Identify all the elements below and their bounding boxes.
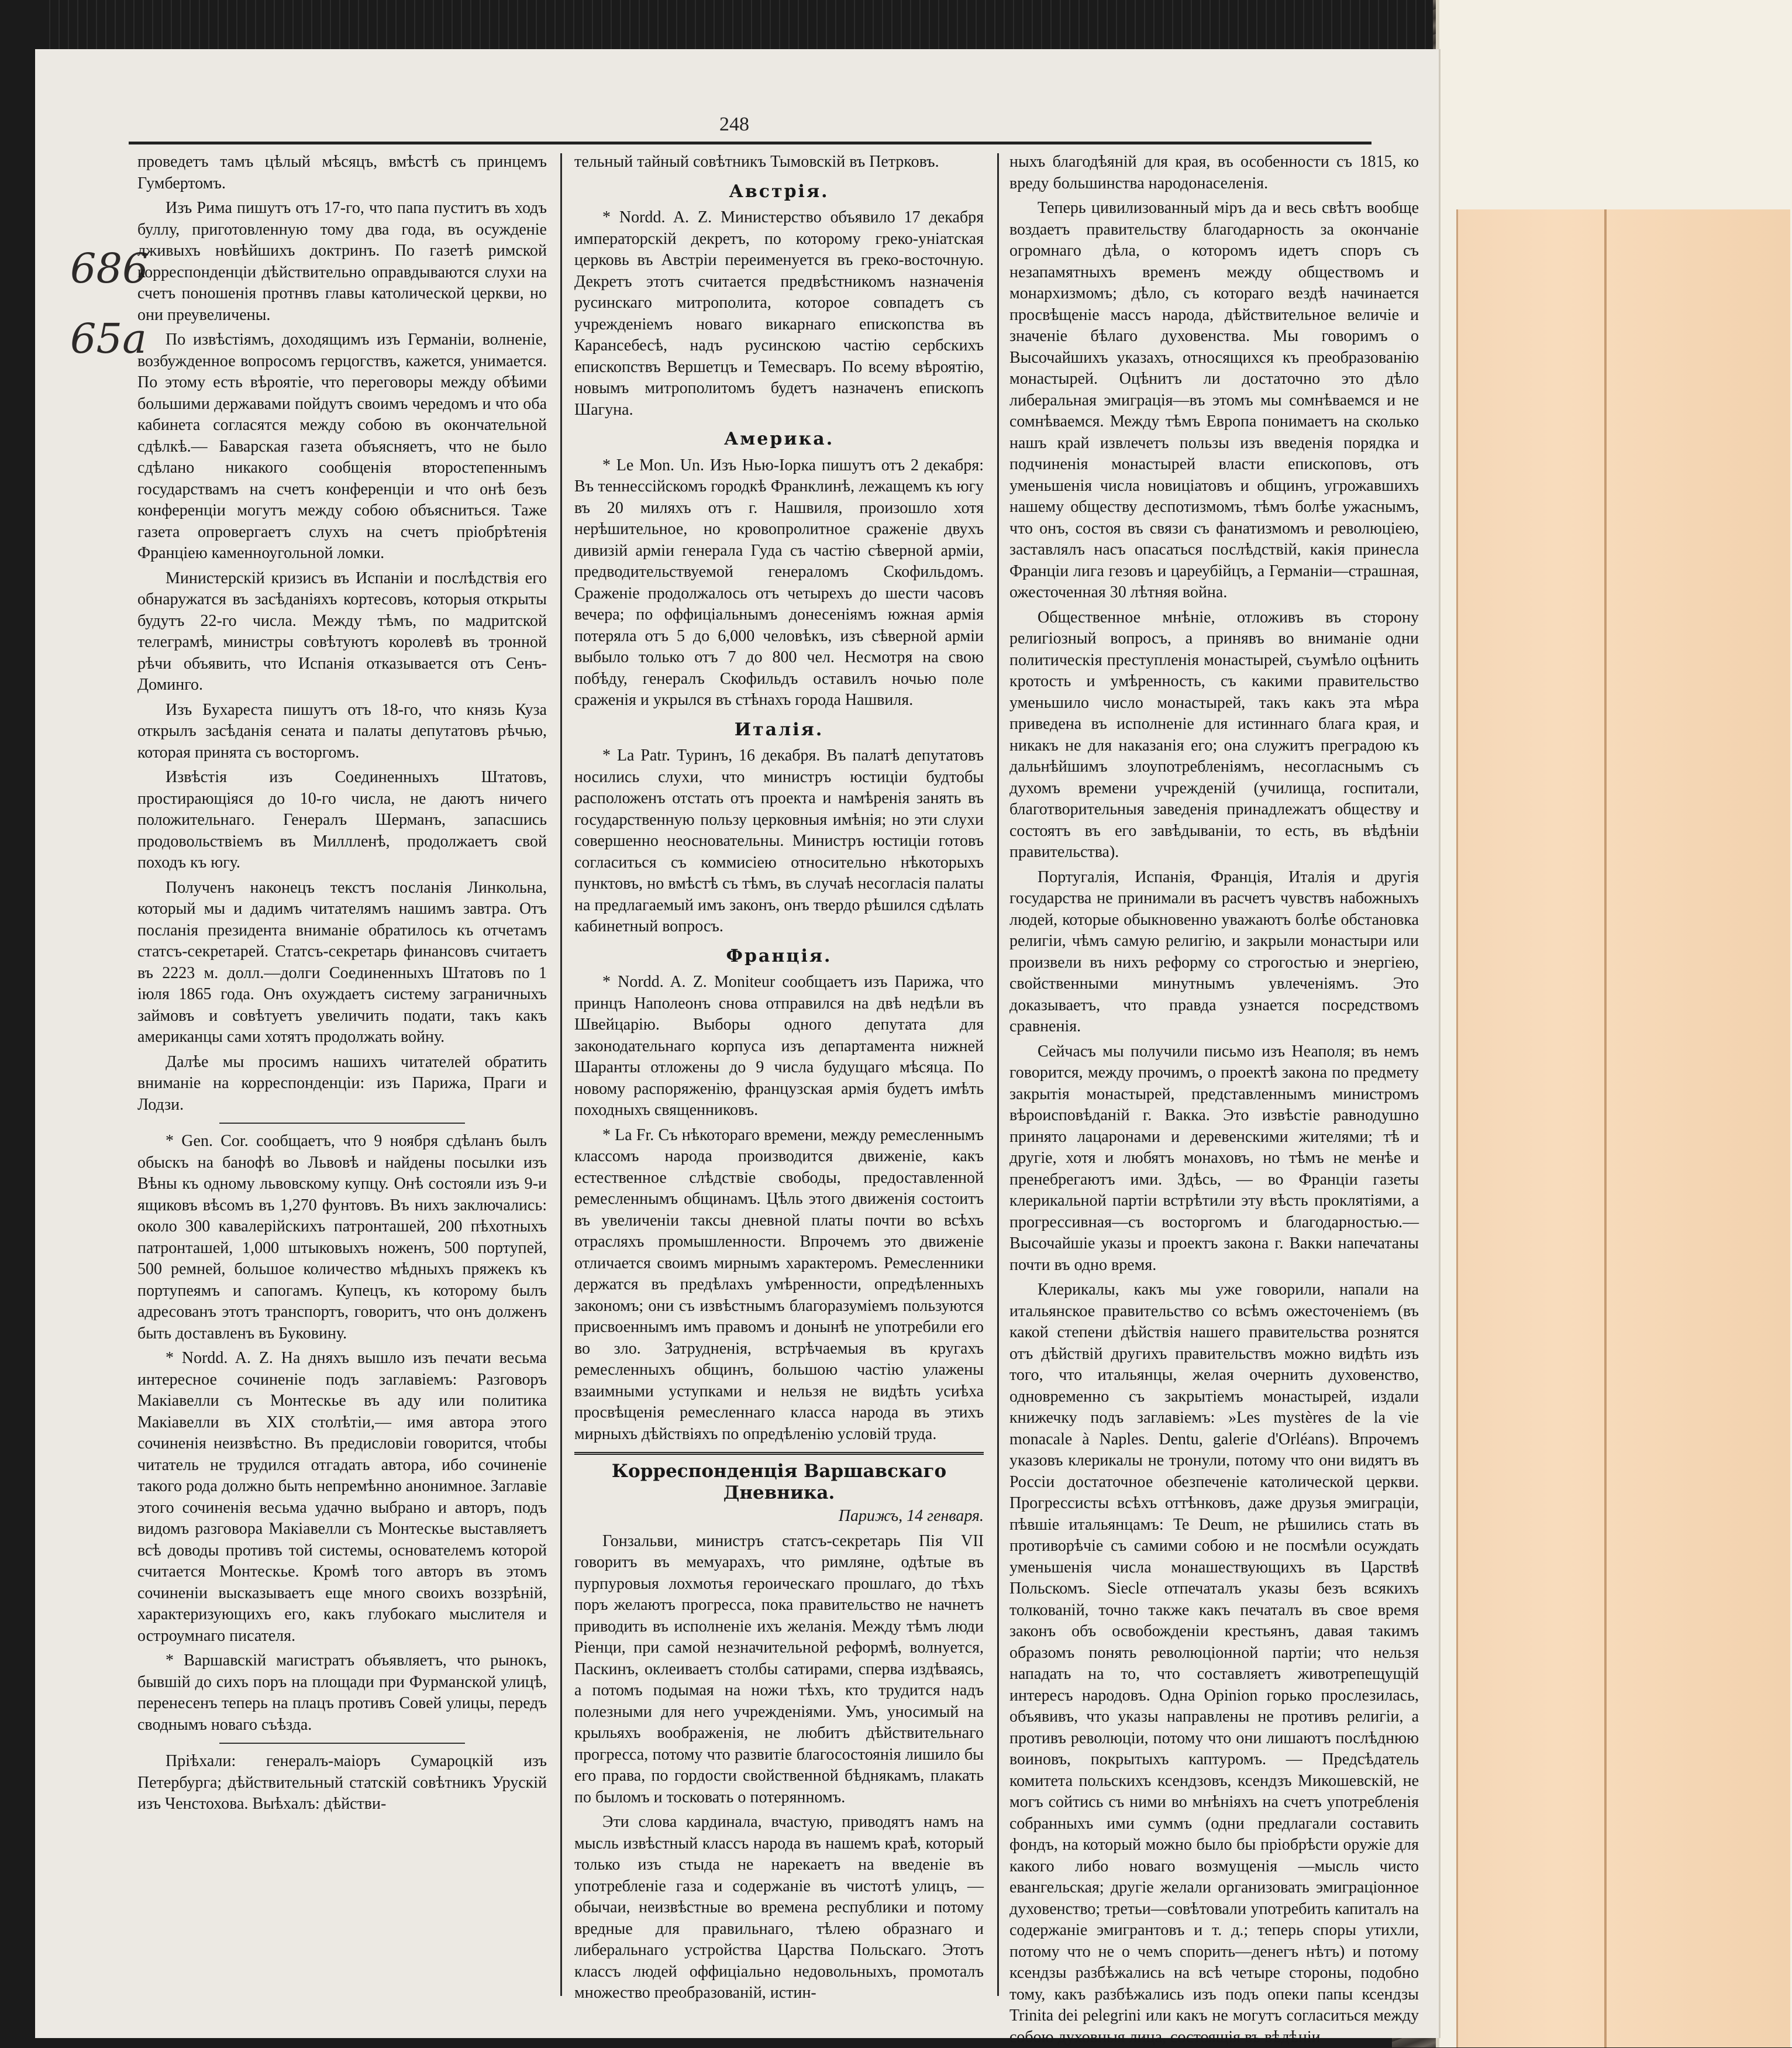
dateline: Парижъ, 14 генваря.: [838, 1507, 984, 1525]
article-paragraph: * La Fr. Съ нѣкотораго времени, между ремесленнымъ классомъ народа производится движеніе, какъ естественное слѣдствіе свободы, предоставленной ремесленнымъ общинамъ. Цѣль этого движенія состоитъ въ увеличеніи таксы дневной платы почти во всѣхъ отрасляхъ промышленности. Впрочемъ это движеніе отличается своимъ мирнымъ характеромъ. Ремесленники держатся въ предѣлахъ умѣренности, опредѣленныхъ закономъ; они съ извѣстнымъ благоразуміемъ пользуются присвоеннымъ имъ правомъ и донынѣ не употребили его во зло. Затрудненія, встрѣчаемыя въ кругахъ ремесленныхъ общинъ, большою частію улажены взаимными уступками и нельзя не видѣть усиѣха просвѣщенія ремесленнаго класса народа въ этихъ мирныхъ дѣйствіяхъ по опредѣленію условій труда.: [574, 1125, 984, 1443]
article-paragraph: Пріѣхали: генералъ-маіоръ Сумароцкій изъ Петербурга; дѣйствительный статскій совѣтникъ Урускій изъ Ченстохова. Выѣхалъ: дѣйстви-: [137, 1752, 547, 1813]
article-paragraph: Теперь цивилизованный міръ да и весь свѣтъ вообще воздаетъ правительству благодарность за окончаніе огромнаго дѣла, о которомъ идетъ споръ съ незапамятныхъ временъ между обществомъ и монархизмомъ; дѣло, съ котораго вездѣ начинается просвѣщеніе массъ народа, дѣйствительное величіе и значеніе бѣлаго духовенства. Мы говоримъ о Высочайшихъ указахъ, относящихся къ преобразованію монастырей. Оцѣнитъ ли достаточно это дѣло либеральная эмиграція—въ этомъ мы сомнѣваемся и не сомнѣваемся. Между тѣмъ Европа понимаетъ на сколько нашъ край извлечетъ пользы изъ введенія порядка и подчиненія монастырей власти епископовъ, отъ уменьшенія числа новиціатовъ и общинъ, угрожавшихъ нашему обществу деспотизмомъ, тѣмъ болѣе ужаснымъ, что онъ, состоя въ связи съ фанатизмомъ и революціею, заставлялъ насъ опасаться послѣдствій, какія принесла Франціи лига гезовъ и цареубійцъ, а Германіи—страшная, ожесточенная 30 лѣтняя война.: [1009, 199, 1419, 601]
column-3: [1009, 152, 1419, 2046]
article-paragraph: * Nordd. A. Z. На дняхъ вышло изъ печати весьма интересное сочиненіе подъ заглавіемъ: Разговоръ Макіавелли съ Монтескье въ аду или политика Макіавелли въ XIX столѣтіи,— имя автора этого сочиненія неизвѣстно. Въ предисловіи говорится, чтобы читатель не трудился отгадать автора, ибо сочиненіе такого рода должно быть непремѣнно анонимное. Заглавіе этого сочиненія весьма удачно выбрано и авторъ, подъ видомъ разговора Макіавелли съ Монтескье выставляетъ всѣ доводы противъ той системы, основателемъ которой считается Монтескье. Кромѣ того авторъ въ этомъ сочиненіи высказываетъ еще много своихъ воззрѣній, характеризующихъ его, какъ глубокаго мыслителя и остроумнаго писателя.: [137, 1349, 547, 1645]
section-rule: [219, 1743, 465, 1744]
article-paragraph: Гонзальви, министръ статсъ-секретарь Пія VII говоритъ въ мемуарахъ, что римляне, одѣтые въ пурпуровыя лохмотья героическаго прошлаго, до тѣхъ поръ желаютъ прогресса, пока правительство не начнетъ приводить въ исполненіе ихъ желанія. Между тѣмъ люди Ріенци, при самой незначительной реформѣ, волнуется, Паскинъ, оклеиваетъ столбы сатирами, сперва издѣваясь, а потомъ подымая на ножи тѣхъ, кто трудится надъ полезными для него учрежденіями. Умъ, уносимый на крыльяхъ воображенія, не любитъ дѣйствительнаго прогресса, потому что развитіе благосостоянія лишило бы его права, по гордости свойственной бѣднякамъ, плакать по быломъ и тосковать о потерянномъ.: [574, 1531, 984, 1806]
page-number: 248: [719, 113, 749, 135]
header-rule: [129, 142, 1371, 144]
correspondence-heading: Корреспонденція Варшавскаго Дневника.: [574, 1452, 984, 1503]
section-rule: [219, 1123, 465, 1124]
column-2: [574, 152, 984, 2023]
article-paragraph: * Le Mon. Un. Изъ Нью-Iорка пишутъ отъ 2 декабря: Въ теннессійскомъ городкѣ Франклинѣ, лежащемъ къ югу въ 20 миляхъ отъ г. Нашвиля, произошло хотя нерѣшительное, но кровопролитное сраженіе двухъ дивизій арміи генерала Гуда съ частію сѣверной арміи, предводительствуемой генераломъ Скофильдомъ. Сраженіе продолжалось отъ четырехъ до шести часовъ вечера; по оффиціальнымъ донесеніямъ южная армія потеряла отъ 5 до 6,000 человѣкъ, изъ сѣверной арміи выбыло только отъ 7 до 800 чел. Несмотря на свою побѣду, генералъ Скофильдъ оставилъ ночью поле сраженія и укрылся въ стѣнахъ города Нашвиля.: [574, 456, 984, 709]
article-paragraph: * Варшавскій магистратъ объявляетъ, что рынокъ, бывшій до сихъ поръ на площади при Фурманской улицѣ, перенесенъ теперь на плацъ противъ Совей улицы, передъ своднымъ новаго съѣзда.: [137, 1651, 547, 1734]
section-heading: Франція.: [726, 945, 832, 966]
article-paragraph: Сейчасъ мы получили письмо изъ Неаполя; въ немъ говорится, между прочимъ, о проектѣ закона по предмету закрытія монастырей, представленнымъ министромъ вѣроисповѣданій г. Вакка. Это извѣстіе равнодушно принято лацаронами и деревенскими жителями; тѣ и другіе, хотя и любятъ монаховъ, но тѣмъ не менѣе и пренебрегаютъ ими. Здѣсь, — во Франціи газеты клерикальной партіи встрѣтили эту вѣсть проклятіями, а прогрессивная—съ восторгомъ и благодарностью.—Высочайшіе указы и проектъ закона г. Вакки напечатаны почти въ одно время.: [1009, 1042, 1419, 1274]
article-paragraph: тельный тайный совѣтникъ Тымовскій въ Петрковъ.: [574, 153, 939, 171]
article-paragraph: Изъ Рима пишутъ отъ 17-го, что папа пуститъ въ ходъ буллу, приготовленную тому два года, въ осужденіе лживыхъ новѣйшихъ доктринъ. По газетѣ римской корреспонденціи дѣйствительно оправдываются слухи на счетъ поношенія протнвъ главы католической церкви, но они преувеличены.: [137, 199, 547, 324]
strip-fold: [1604, 209, 1607, 2047]
article-paragraph: * Nordd. A. Z. Министерство объявило 17 декабря императорскій декретъ, по которому греко-уніатская церковь въ Австріи переименуется въ греко-восточную. Декретъ этотъ считается предвѣстникомъ назначенія русинскаго митрополита, которое совпадетъ съ учрежденіемъ новаго викарнаго епископства въ Карансебесѣ, надъ русинскою частію сербскихъ епископствъ Вершетцъ и Темесваръ. По всему вѣроятію, новымъ митрополитомъ будетъ назначенъ епископъ Шагуна.: [574, 208, 984, 419]
article-paragraph: По извѣстіямъ, доходящимъ изъ Германіи, волненіе, возбужденное вопросомъ герцогствъ, кажется, унимается. По этому есть вѣроятіе, что переговоры между обѣими большими державами пойдутъ своимъ чередомъ и что оба кабинета согласятся между собою въ окончательной сдѣлкѣ.— Баварская газета объясняетъ, что не было сдѣлано никакого сообщенія второстепеннымъ государствамъ на счетъ конференціи и что онѣ безъ конференціи могутъ между собою объясниться. Таже газета опровергаетъ слухъ на счетъ пріобрѣтенія Франціею каменноугольной ломки.: [137, 331, 547, 562]
column-divider: [560, 153, 562, 1996]
section-heading: Италія.: [734, 719, 824, 740]
paper-strip: [1456, 209, 1790, 2047]
article-paragraph: Португалія, Испанія, Франція, Италія и другія государства не принимали въ расчетъ чувствъ набожныхъ людей, которые обыкновенно уважаютъ болѣе обстановка религіи, чѣмъ самую религію, и закрыли монастыри или произвели въ нихъ реформу со строгостью и энергіею, свойственными минутнымъ увлеченіямъ. Это доказываетъ, что правда узнается посредствомъ сравненія.: [1009, 868, 1419, 1035]
article-paragraph: * Gen. Cor. сообщаетъ, что 9 ноября сдѣланъ былъ обыскъ на банофѣ во Львовѣ и найдены посылки изъ Вѣны къ одному львовскому купцу. Онѣ состояли изъ 9-и ящиковъ вѣсомъ въ 1,270 фунтовъ. Въ нихъ заключались: около 300 кавалерійскихъ патронташей, 200 пѣхотныхъ патронташей, 1,000 штыковыхъ ноженъ, 500 портупей, 500 ремней, большое количество мѣдныхъ пряжекъ къ портупеямъ и сапогамъ. Купецъ, къ которому былъ адресованъ этотъ транспортъ, говоритъ, что онъ долженъ быть доставленъ въ Буковину.: [137, 1132, 547, 1343]
article-paragraph: Министерскій кризисъ въ Испаніи и послѣдствія его обнаружатся въ засѣданіяхъ кортесовъ, которыя открыты будутъ 22-го числа. Между тѣмъ, по мадритской телеграмѣ, министры совѣтуютъ королевѣ въ тронной рѣчи объявить, что Испанія отказывается отъ Сенъ-Доминго.: [137, 569, 547, 694]
article-paragraph: * Nordd. A. Z. Moniteur сообщаетъ изъ Парижа, что принцъ Наполеонъ снова отправился на двѣ недѣли въ Швейцарію. Выборы одного депутата для законодательнаго корпуса изъ департамента нижней Шаранты отложены до 9 числа будущаго мѣсяца. По новому распоряженію, французская армія будетъ имѣть походныхъ священниковъ.: [574, 973, 984, 1119]
article-paragraph: Эти слова кардинала, вчастую, приводятъ намъ на мысль извѣстный классъ народа въ нашемъ краѣ, который только изъ стыда не нарекаетъ на введеніе въ употребленіе газа и содержаніе въ чистотѣ улицъ, — обычаи, неизвѣстные во времена республики и потому вредные для правильнаго, тѣлею образнаго и либеральнаго устройства Царства Польскаго. Этотъ классъ людей оффиціально недовольныхъ, промоталъ множество преобразованій, истин-: [574, 1813, 984, 2002]
handwritten-note-1: 686: [70, 245, 149, 292]
column-divider: [997, 153, 999, 1996]
top-edge-scale: [41, 0, 1433, 49]
column-1: [137, 152, 547, 2023]
article-paragraph: Клерикалы, какъ мы уже говорили, напали на итальянское правительство со всѣмъ ожесточеніемъ (въ какой степени дѣйствія нашего правительства рознятся отъ дѣйствій другихъ правительствъ можно видѣть изъ того, что итальянцы, желая очернить духовенство, одновременно съ закрытіемъ монастырей, издали книжечку подъ заглавіемъ: »Les mystères de la vie monacale à Naples. Dentu, galerie d'Orléans). Впрочемъ указовъ клерикалы не тронули, потому что они видятъ въ Россіи достаточное обезпеченіе католической церкви. Прогрессисты всѣхъ оттѣнковъ, даже друзья эмиграціи, пѣвшіе итальянцамъ: Te Deum, не рѣшились стать въ противорѣчіе съ самими собою и не посмѣли осуждать уменьшенія числа монашествующихъ въ Царствѣ Польскомъ. Siecle отпечаталъ указы безъ всякихъ толкованій, точно также какъ печаталъ въ свое время законъ объ освобожденіи крестьянъ, давая такимъ образомъ понять революціонной партіи; что нельзя нападать на то, что составляетъ животрепещущій интересъ народовъ. Одна Opinion горько прослезилась, объявивъ, что указы направлены не противъ религіи, а противъ революціи, потому что они лишаютъ послѣднюю воиновъ, покрытыхъ каптуромъ. — Предсѣдатель комитета польскихъ ксендзовъ, ксендзъ Микошевскій, не могъ сойтись съ ними во мнѣніяхъ на счетъ употребленія собранныхъ ими суммъ (одни предлагали составить фондъ, на который можно было бы пріобрѣсти оружіе для какого либо новаго возмущенія —мысль чисто евангельская; другіе желали организовать эмиграціонное духовенство; третьи—совѣтовали употребить капиталъ на содержаніе эмигрантовъ и т. д.; теперь споры утихли, потому что не о чемъ спорить—денегъ нѣтъ) и потому ксендзы разбѣжались на всѣ четыре стороны, подобно тому, какъ разбѣжались изъ подъ опеки папы ксендзы Trinita dei pelegrini или какъ не могутъ согласиться между собою духовныя лица, состоящія въ вѣдѣніи: [1009, 1281, 1419, 2046]
handwritten-note-2: 65а: [70, 315, 147, 363]
article-paragraph: Изъ Бухареста пишутъ отъ 18-го, что князь Куза открылъ засѣданія сената и палаты депутатовъ рѣчью, которая принята съ восторгомъ.: [137, 700, 547, 762]
article-paragraph: * La Patr. Туринъ, 16 декабря. Въ палатѣ депутатовъ носились слухи, что министръ юстиціи будтобы расположенъ отстать отъ проекта и намѣренія занять въ государственную пользу церковныя имѣнія; но эти слухи совершенно неосновательны. Министръ юстиціи готовъ согласиться съ коммисіею относительно нѣкоторыхъ пунктовъ, но вмѣстѣ съ тѣмъ, въ случаѣ несогласія палаты на предлагаемый имъ законъ, онъ твердо рѣшился сдѣлать кабинетный вопросъ.: [574, 746, 984, 935]
article-paragraph: Далѣе мы просимъ нашихъ читателей обратить вниманіе на корреспонденціи: изъ Парижа, Праги и Лодзи.: [137, 1052, 547, 1114]
article-paragraph: проведетъ тамъ цѣлый мѣсяцъ, вмѣстѣ съ принцемъ Гумбертомъ.: [137, 153, 547, 192]
section-heading: Америка.: [723, 429, 835, 449]
newspaper-page: [35, 49, 1441, 2046]
article-paragraph: Общественное мнѣніе, отложивъ въ сторону религіозный вопросъ, а принявъ во вниманіе одни политическія преступленія монастырей, съумѣло оцѣнить кротость и умѣренность, съ какими правительство уменьшило число монастырей, такъ какъ эта мѣра приведена въ исполненіе для истиннаго блага края, и никакъ не для наказанія его; она служитъ преградою къ дальнѣйшимъ злоупотребленіямъ, несогласнымъ съ духомъ времени учрежденій (училища, госпитали, благотворительныя заведенія принадлежатъ обществу и состоятъ въ его завѣдываніи, то есть, въ вѣдѣніи правительства).: [1009, 608, 1419, 861]
article-paragraph: ныхъ благодѣяній для края, въ особенности съ 1815, ко вреду большинства народонаселенія.: [1009, 153, 1419, 192]
article-paragraph: Извѣстія изъ Соединенныхъ Штатовъ, простирающіяся до 10-го числа, не даютъ ничего положительнаго. Генералъ Шерманъ, запасшись продовольствіемъ въ Миллленѣ, продолжаетъ свой походъ къ югу.: [137, 768, 547, 872]
section-heading: Австрія.: [729, 181, 829, 202]
article-paragraph: Полученъ наконецъ текстъ посланія Линкольна, который мы и дадимъ читателямъ нашимъ завтра. Отъ посланія президента вниманіе обратилось къ отчетамъ статсъ-секретарей. Статсъ-секретарь финансовъ считаетъ въ 2223 м. долл.—долги Соединенныхъ Штатовъ по 1 іюля 1865 года. Онъ охуждаетъ систему заграничныхъ займовъ и совѣтуетъ увеличить подати, такъ какъ американцы сами хотятъ продолжать войну.: [137, 878, 547, 1046]
